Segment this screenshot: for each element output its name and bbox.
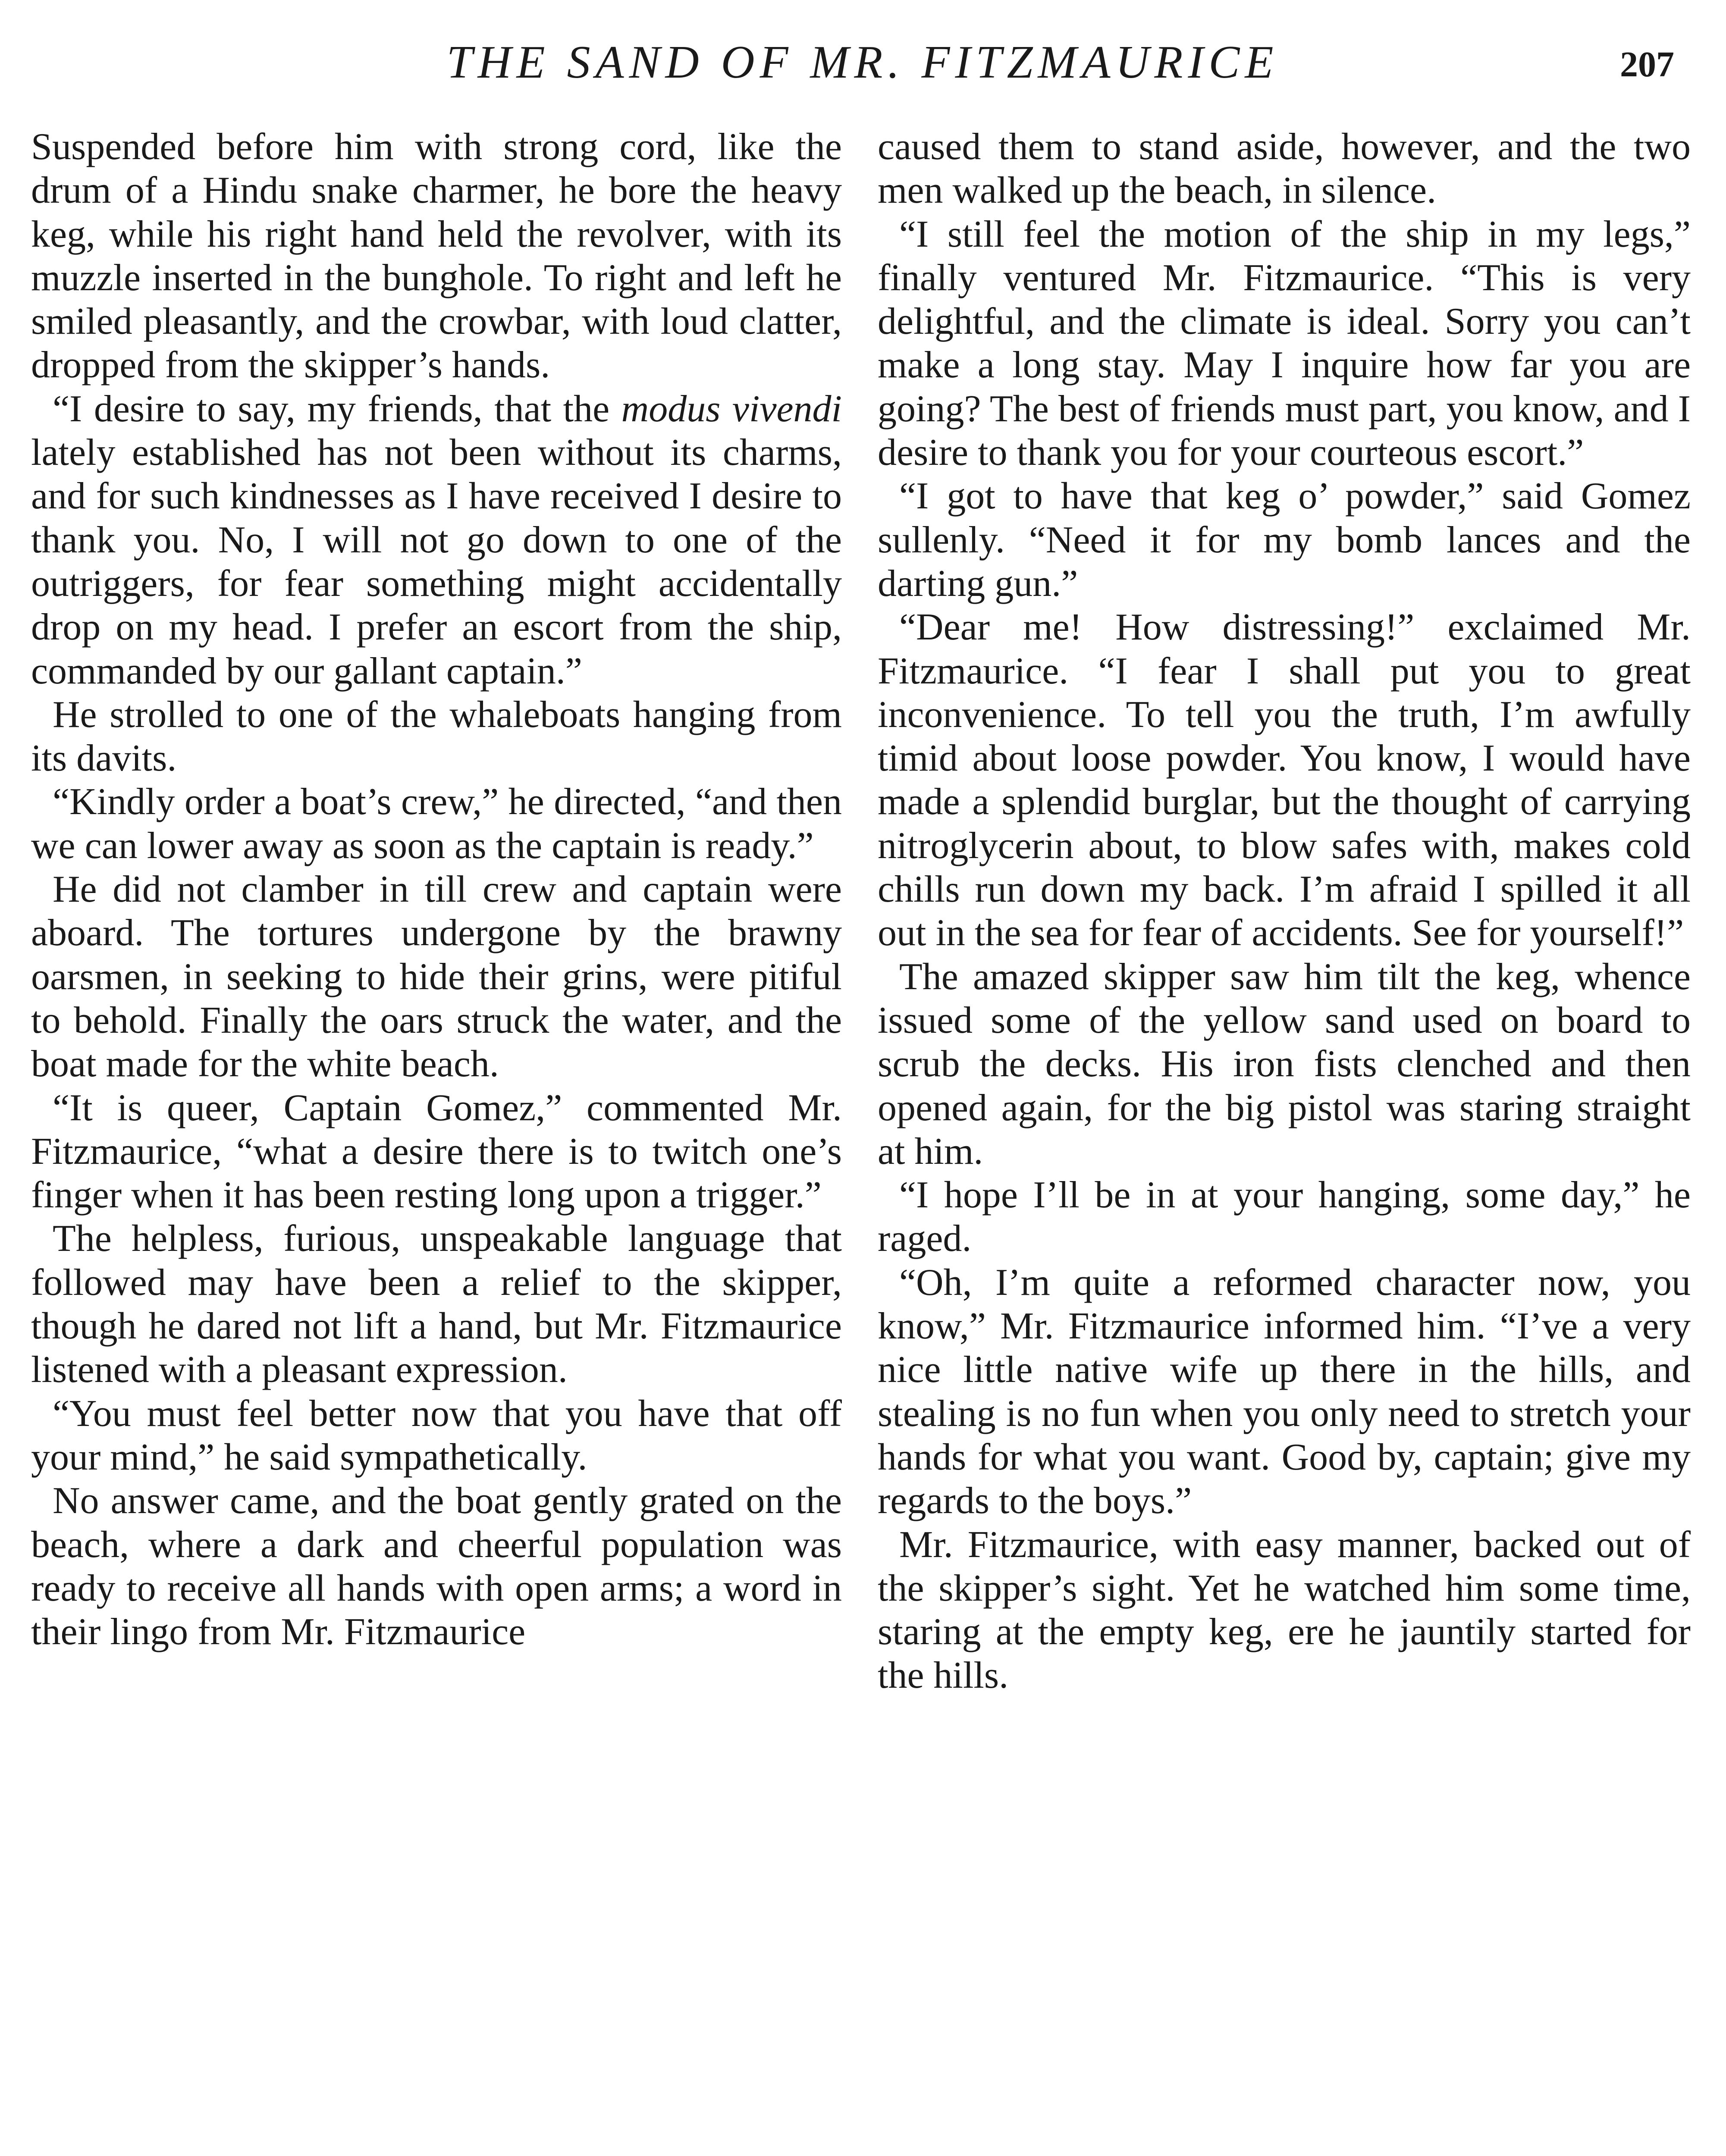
running-title: THE SAND OF MR. FITZMAURICE [446, 37, 1279, 88]
right-column [878, 125, 1691, 2156]
page-number: 207 [1620, 44, 1674, 85]
paragraph: The helpless, furious, unspeakable language that followed may have been a relief to the skipper, though he dared not lift a hand, but Mr. Fitzmaurice listened with a pleasant expression. [31, 1218, 842, 1391]
paragraph: He did not clamber in till crew and captain were aboard. The tortures undergone by the brawny oarsmen, in seeking to hide their grins, were pitiful to behold. Finally the oars struck the water, and the boat made for the white beach. [31, 868, 842, 1085]
paragraph: No answer came, and the boat gently grated on the beach, where a dark and cheerful population was ready to receive all hands with open arms; a word in their lingo from Mr. Fitzmaurice [31, 1480, 842, 1653]
italic-phrase: modus vivendi [621, 388, 842, 430]
paragraph: The amazed skipper saw him tilt the keg, whence issued some of the yellow sand used on board to scrub the decks. His iron fists clenched and then opened again, for the big pistol was staring straight at him. [878, 956, 1691, 1172]
paragraph: Suspended before him with strong cord, like the drum of a Hindu snake charmer, he bore the heavy keg, while his right hand held the revolver, with its muzzle inserted in the bunghole. To right and left he smiled pleasantly, and the crowbar, with loud clatter, dropped from the skipper’s hands. [31, 126, 842, 386]
paragraph: “I still feel the motion of the ship in my legs,” finally ventured Mr. Fitzmaurice. “This is very delightful, and the climate is ideal. Sorry you can’t make a long stay. May I inquire how far you are going? The best of friends must part, you know, and I desire to thank you for your courteous escort.” [878, 213, 1691, 474]
paragraph: “Kindly order a boat’s crew,” he directed, “and then we can lower away as soon as the captain is ready.” [31, 781, 842, 867]
text-run: lately established has not been without its charms, and for such kindnesses as I have received I desire to thank you. No, I will not go down to one of the outriggers, for fear something might accidentally drop on my head. I prefer an escort from the ship, commanded by our gallant captain.” [31, 432, 842, 692]
text-run: “I desire to say, my friends, that the [53, 388, 621, 430]
left-column [31, 125, 842, 2156]
paragraph: “I hope I’ll be in at your hanging, some day,” he raged. [878, 1174, 1691, 1260]
paragraph: “You must feel better now that you have that off your mind,” he said sympathetically. [31, 1392, 842, 1478]
paragraph: Mr. Fitzmaurice, with easy manner, backed out of the skipper’s sight. Yet he watched him some time, staring at the empty keg, ere he jauntily started for the hills. [878, 1523, 1691, 1697]
paragraph: He strolled to one of the whaleboats hanging from its davits. [31, 693, 842, 780]
paragraph [31, 387, 842, 693]
paragraph: “It is queer, Captain Gomez,” commented Mr. Fitzmaurice, “what a desire there is to twitch one’s finger when it has been resting long upon a trigger.” [31, 1087, 842, 1216]
paragraph: “Dear me! How distressing!” exclaimed Mr. Fitzmaurice. “I fear I shall put you to great inconvenience. To tell you the truth, I’m awfully timid about loose powder. You know, I would have made a splendid burglar, but the thought of carrying nitroglycerin about, to blow safes with, makes cold chills run down my back. I’m afraid I spilled it all out in the sea for fear of accidents. See for yourself!” [878, 606, 1691, 954]
paragraph: “I got to have that keg o’ powder,” said Gomez sullenly. “Need it for my bomb lances and the darting gun.” [878, 475, 1691, 605]
paragraph: “Oh, I’m quite a reformed character now, you know,” Mr. Fitzmaurice informed him. “I’ve a very nice little native wife up there in the hills, and stealing is no fun when you only need to stretch your hands for what you want. Good by, captain; give my regards to the boys.” [878, 1261, 1691, 1522]
paragraph: caused them to stand aside, however, and the two men walked up the beach, in silence. [878, 126, 1691, 212]
